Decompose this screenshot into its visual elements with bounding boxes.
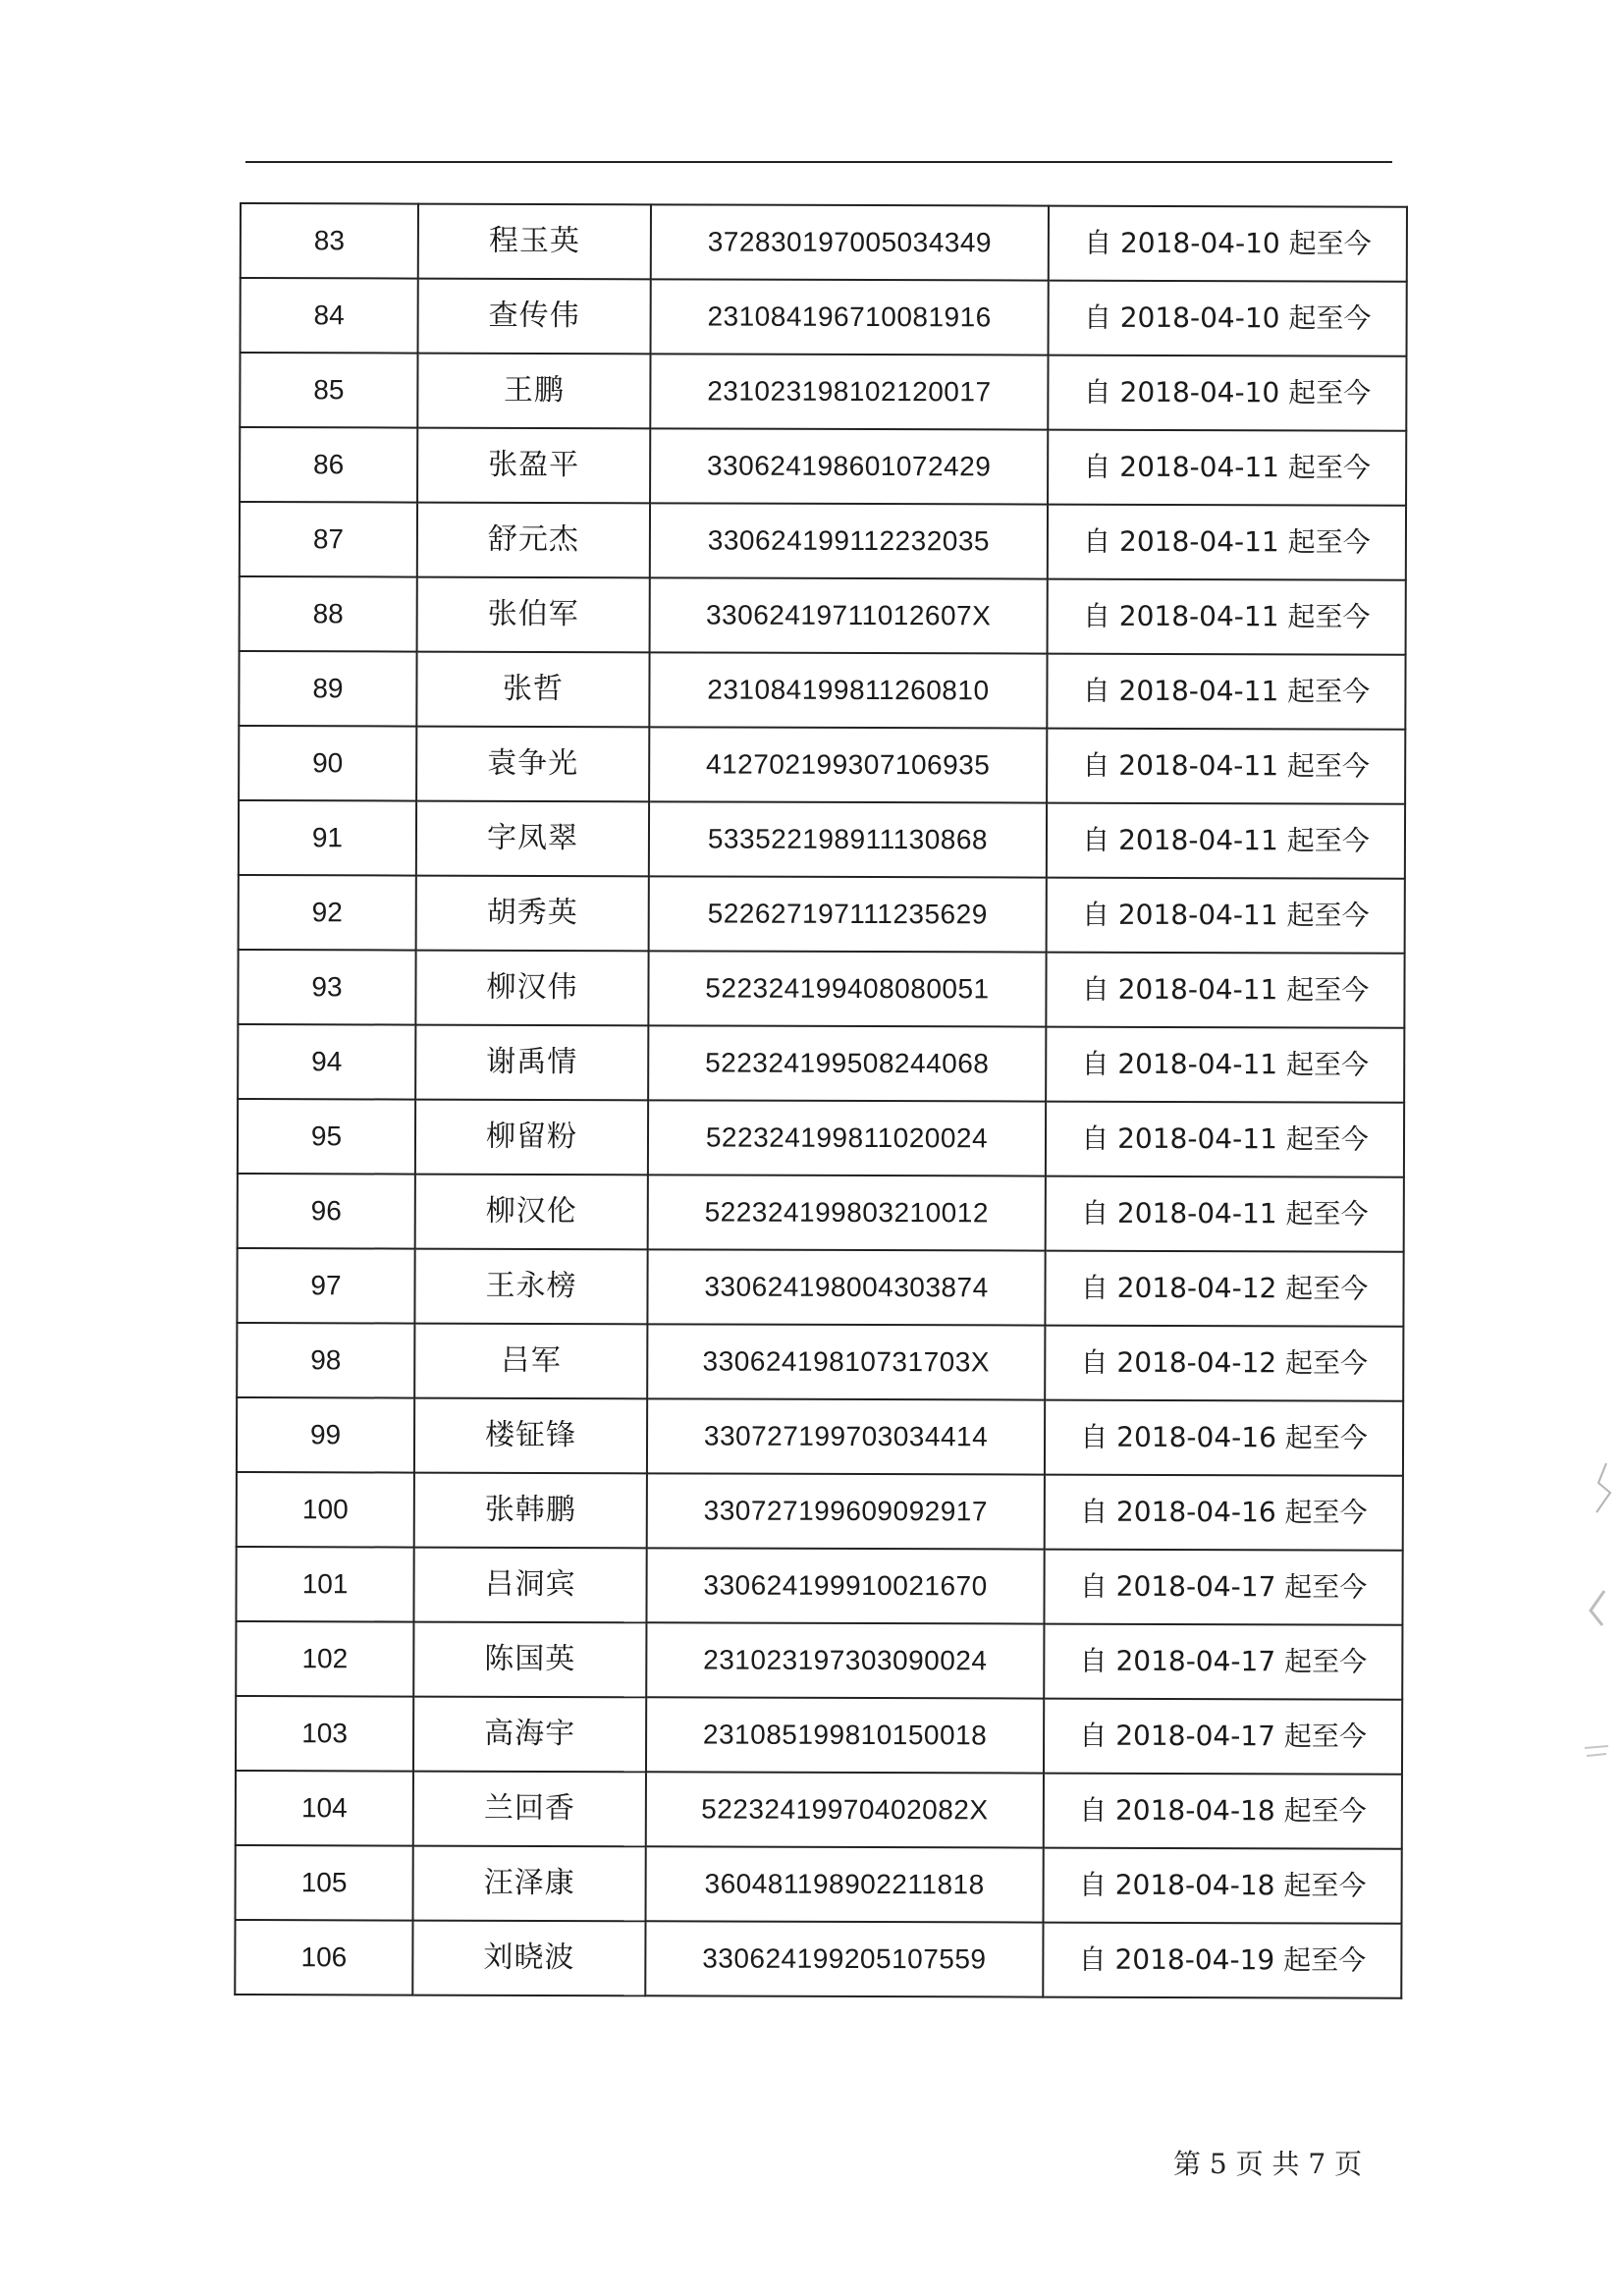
cell-name: 王鹏: [417, 354, 650, 429]
cell-period: 自 2018-04-11 起至今: [1047, 654, 1405, 730]
cell-number: 105: [236, 1845, 413, 1921]
cell-period: 自 2018-04-11 起至今: [1048, 579, 1406, 655]
cell-name: 程玉英: [418, 204, 651, 280]
cell-name: 张盈平: [417, 428, 650, 504]
cell-id-number: 330624199910021670: [646, 1548, 1044, 1623]
table-row: [237, 1323, 1403, 1401]
cell-id-number: 522324199508244068: [648, 1025, 1046, 1101]
cell-period: 自 2018-04-12 起至今: [1045, 1326, 1403, 1401]
table-row: [237, 1397, 1403, 1476]
table-row: [236, 1771, 1402, 1849]
header-rule: [245, 161, 1392, 163]
cell-period: 自 2018-04-18 起至今: [1044, 1848, 1402, 1924]
cell-period: 自 2018-04-16 起至今: [1045, 1475, 1403, 1551]
table-row: [240, 353, 1406, 431]
cell-name: 刘晓波: [412, 1921, 645, 1996]
cell-id-number: 231023198102120017: [650, 354, 1048, 429]
cell-number: 94: [238, 1024, 415, 1100]
cell-name: 张韩鹏: [414, 1473, 647, 1549]
cell-number: 88: [240, 576, 417, 652]
table-row: [239, 800, 1405, 879]
table-row: [239, 651, 1405, 730]
cell-id-number: 330624198004303874: [647, 1249, 1045, 1325]
cell-period: 自 2018-04-10 起至今: [1049, 281, 1407, 356]
table-row: [235, 1920, 1401, 1998]
cell-number: 93: [238, 950, 415, 1025]
cell-number: 84: [241, 278, 418, 354]
cell-name: 柳汉伟: [415, 951, 648, 1026]
cell-number: 91: [239, 800, 416, 876]
table-row: [240, 502, 1406, 580]
cell-id-number: 33062419810731703X: [647, 1324, 1045, 1399]
member-table: [234, 202, 1408, 1999]
cell-period: 自 2018-04-19 起至今: [1043, 1923, 1401, 1998]
cell-name: 张哲: [416, 652, 649, 728]
table-row: [237, 1248, 1403, 1327]
table-row: [240, 576, 1406, 655]
cell-number: 86: [240, 427, 417, 503]
cell-number: 85: [240, 353, 417, 428]
cell-id-number: 330727199703034414: [647, 1398, 1045, 1474]
table-row: [236, 1845, 1402, 1924]
cell-id-number: 522627197111235629: [649, 876, 1047, 952]
cell-number: 90: [239, 726, 416, 801]
table-row: [241, 278, 1407, 356]
cell-name: 胡秀英: [416, 876, 649, 952]
table-row: [237, 1472, 1403, 1551]
table-row: [239, 875, 1405, 954]
cell-period: 自 2018-04-11 起至今: [1048, 505, 1406, 580]
cell-name: 查传伟: [418, 279, 651, 355]
cell-number: 106: [235, 1920, 412, 1995]
scan-artifact: [1577, 1453, 1616, 1807]
cell-period: 自 2018-04-17 起至今: [1044, 1550, 1402, 1625]
cell-id-number: 33062419711012607X: [650, 577, 1048, 653]
cell-id-number: 533522198911130868: [649, 801, 1047, 877]
table-row: [238, 950, 1404, 1028]
cell-period: 自 2018-04-11 起至今: [1046, 1027, 1404, 1103]
cell-name: 楼钲锋: [414, 1398, 647, 1474]
page-number: 第 5 页 共 7 页: [1173, 2148, 1363, 2180]
cell-id-number: 231085199810150018: [646, 1697, 1044, 1773]
cell-id-number: 231084199811260810: [649, 652, 1047, 728]
table-body: [235, 203, 1407, 1998]
table-row: [239, 726, 1405, 804]
cell-period: 自 2018-04-10 起至今: [1049, 206, 1407, 282]
cell-number: 100: [237, 1472, 414, 1548]
cell-period: 自 2018-04-17 起至今: [1044, 1624, 1402, 1700]
cell-name: 谢禹情: [415, 1025, 648, 1101]
cell-period: 自 2018-04-11 起至今: [1046, 1176, 1404, 1252]
cell-number: 102: [236, 1621, 413, 1697]
table-row: [241, 203, 1407, 282]
cell-period: 自 2018-04-10 起至今: [1048, 355, 1406, 431]
cell-name: 兰回香: [413, 1772, 646, 1847]
cell-id-number: 412702199307106935: [649, 727, 1047, 802]
cell-id-number: 360481198902211818: [646, 1846, 1044, 1922]
cell-period: 自 2018-04-17 起至今: [1044, 1699, 1402, 1775]
cell-period: 自 2018-04-11 起至今: [1048, 430, 1406, 506]
cell-period: 自 2018-04-12 起至今: [1045, 1251, 1403, 1327]
cell-number: 95: [238, 1099, 415, 1175]
cell-number: 101: [236, 1547, 413, 1622]
table-row: [238, 1174, 1404, 1252]
cell-name: 汪泽康: [413, 1846, 646, 1922]
cell-name: 袁争光: [416, 727, 649, 802]
cell-name: 柳留粉: [415, 1100, 648, 1175]
cell-id-number: 522324199803210012: [648, 1175, 1046, 1250]
table-row: [236, 1696, 1402, 1775]
table-row: [236, 1621, 1402, 1700]
table-row: [236, 1547, 1402, 1625]
table-row: [238, 1099, 1404, 1177]
cell-id-number: 372830197005034349: [651, 204, 1049, 280]
cell-id-number: 330624198601072429: [650, 428, 1048, 504]
cell-name: 王永榜: [414, 1249, 647, 1325]
cell-period: 自 2018-04-11 起至今: [1046, 1102, 1404, 1177]
cell-id-number: 231023197303090024: [646, 1622, 1044, 1698]
cell-number: 87: [240, 502, 417, 577]
cell-name: 陈国英: [413, 1622, 646, 1698]
cell-number: 103: [236, 1696, 413, 1772]
cell-number: 99: [237, 1397, 414, 1473]
cell-name: 字凤翠: [416, 801, 649, 877]
cell-id-number: 330727199609092917: [647, 1473, 1045, 1549]
cell-number: 96: [238, 1174, 415, 1249]
cell-id-number: 522324199811020024: [648, 1100, 1046, 1175]
cell-number: 104: [236, 1771, 413, 1846]
cell-period: 自 2018-04-11 起至今: [1047, 878, 1405, 954]
cell-number: 92: [239, 875, 416, 951]
table-row: [238, 1024, 1404, 1103]
cell-period: 自 2018-04-16 起至今: [1045, 1400, 1403, 1476]
cell-number: 83: [241, 203, 418, 279]
cell-period: 自 2018-04-18 起至今: [1044, 1774, 1402, 1849]
cell-name: 吕洞宾: [413, 1548, 646, 1623]
cell-id-number: 522324199408080051: [648, 951, 1046, 1026]
cell-period: 自 2018-04-11 起至今: [1047, 729, 1405, 804]
cell-id-number: 330624199205107559: [645, 1921, 1043, 1996]
cell-id-number: 231084196710081916: [651, 279, 1049, 355]
cell-period: 自 2018-04-11 起至今: [1046, 953, 1404, 1028]
cell-number: 89: [239, 651, 416, 727]
table-row: [240, 427, 1406, 506]
cell-id-number: 330624199112232035: [650, 503, 1048, 578]
cell-name: 高海宇: [413, 1697, 646, 1773]
cell-id-number: 52232419970402082X: [646, 1772, 1044, 1847]
cell-number: 98: [237, 1323, 414, 1398]
cell-name: 张伯军: [417, 577, 650, 653]
cell-number: 97: [237, 1248, 414, 1324]
cell-name: 柳汉伦: [415, 1175, 648, 1250]
cell-period: 自 2018-04-11 起至今: [1047, 803, 1405, 879]
cell-name: 舒元杰: [417, 503, 650, 578]
cell-name: 吕军: [414, 1324, 647, 1399]
